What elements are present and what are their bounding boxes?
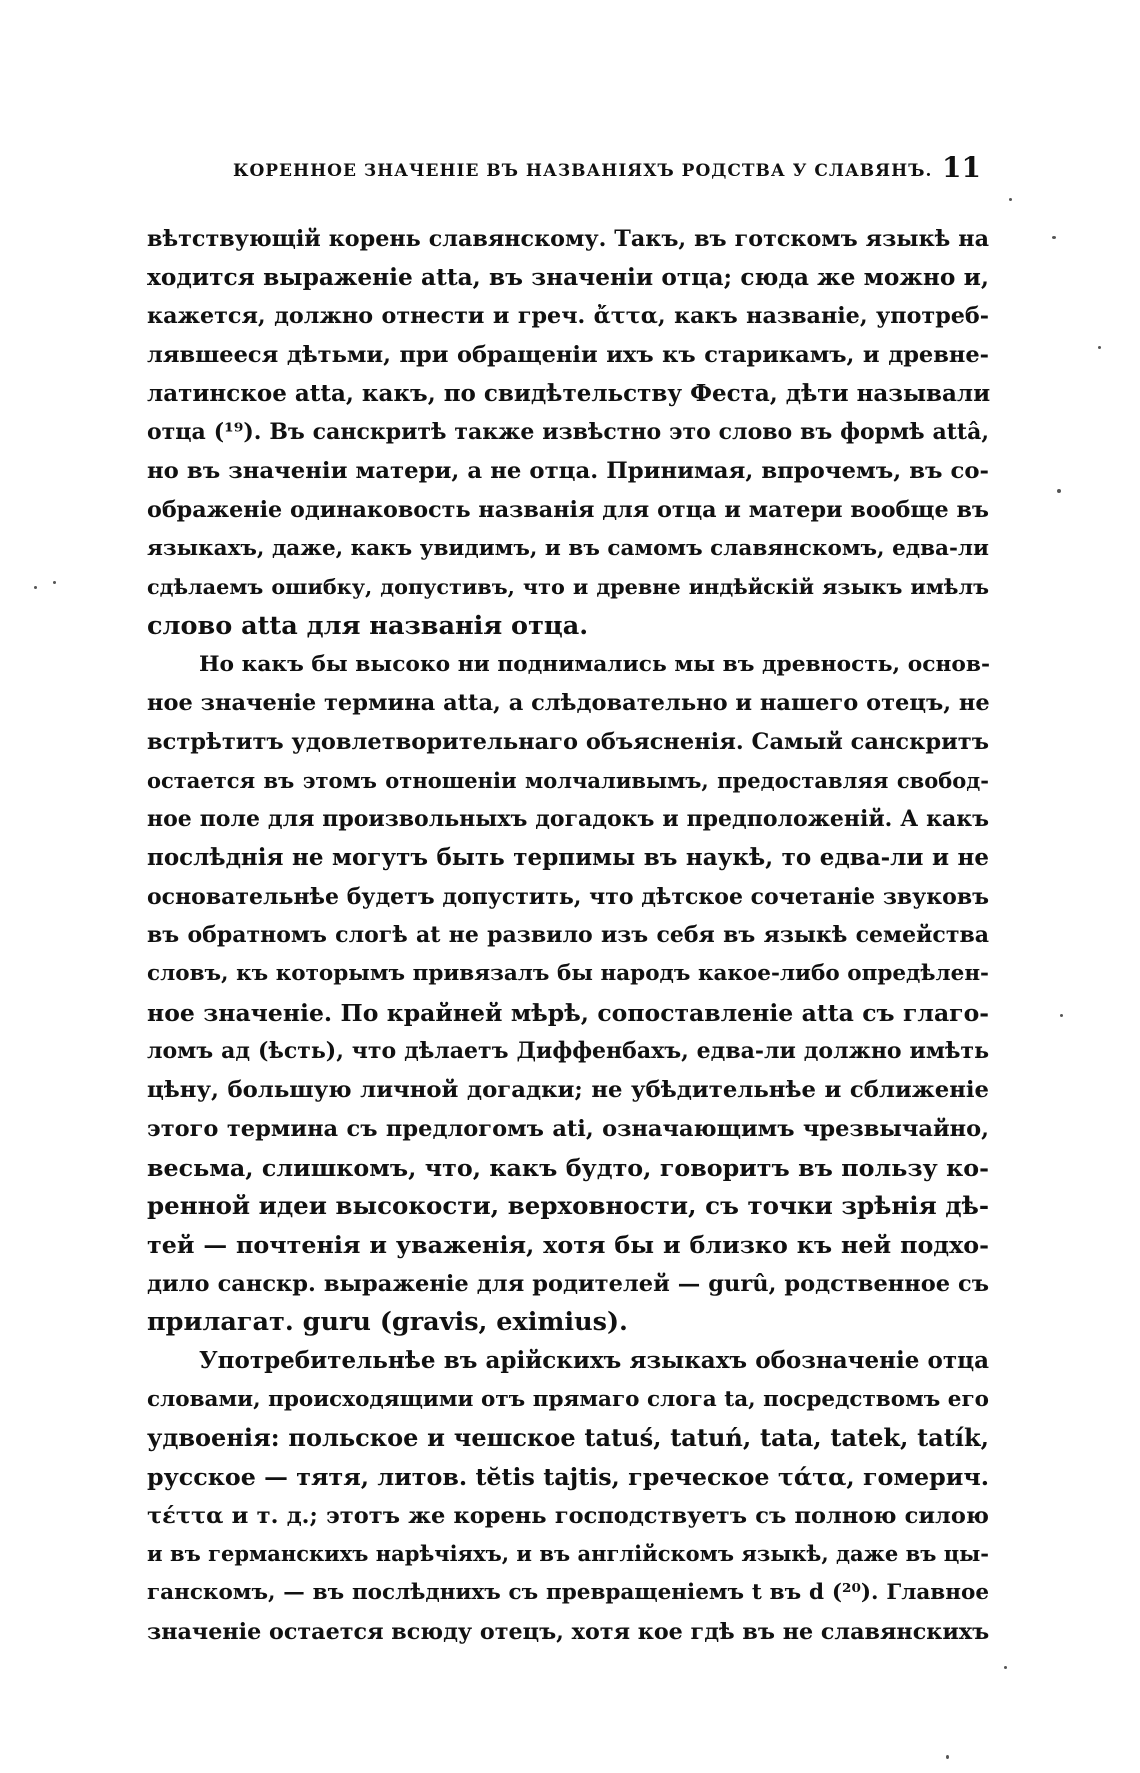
text-line: латинское atta, какъ, по свидѣтельству Феста, дѣти называли (147, 379, 991, 407)
text-line: значеніе остается всюду отецъ, хотя кое гдѣ въ не славянскихъ (147, 1618, 990, 1645)
running-head (145, 145, 987, 195)
text-line: ходится выраженіе atta, въ значеніи отца; сюда же можно и, (147, 263, 989, 291)
text-line: въ обратномъ слогѣ at не развило изъ себя въ языкѣ семейства (147, 922, 989, 949)
text-line: русское — тятя, литов. tĕtis tajtis, греческое τάτα, гомерич. (147, 1463, 989, 1491)
text-line: тей — почтенія и уваженія, хотя бы и близко къ ней подхо- (147, 1230, 989, 1259)
scan-speck (1060, 1014, 1063, 1017)
page-number: 11 (942, 151, 981, 184)
text-line: и въ германскихъ нарѣчіяхъ, и въ англійскомъ языкѣ, даже въ цы- (147, 1541, 989, 1567)
text-line: Употребительнѣе въ арійскихъ языкахъ обозначеніе отца (199, 1346, 989, 1374)
text-line: весьма, слишкомъ, что, какъ будто, говоритъ въ пользу ко- (147, 1153, 989, 1182)
scan-speck (946, 1755, 949, 1759)
scan-speck (1057, 489, 1061, 493)
text-line: вѣтствующій корень славянскому. Такъ, въ готскомъ языкѣ на (147, 226, 989, 252)
text-line: ное поле для произвольныхъ догадокъ и предположеній. А какъ (147, 806, 989, 833)
scan-speck (34, 586, 37, 589)
scan-speck (1098, 346, 1101, 349)
text-line: но въ значеніи матери, а не отца. Принимая, впрочемъ, въ со- (147, 458, 989, 485)
paragraph-3 (147, 1342, 989, 1652)
text-line: слово atta для названія отца. (147, 610, 589, 641)
text-line: отца (¹⁹). Въ санскритѣ также извѣстно это слово въ формѣ attâ, (147, 419, 989, 446)
running-title: КОРЕННОЕ ЗНАЧЕНІЕ ВЪ НАЗВАНІЯХЪ РОДСТВА У СЛАВЯНЪ. (233, 161, 933, 181)
scan-speck (1004, 1666, 1007, 1669)
paragraph-2 (147, 646, 989, 1342)
text-line: послѣднія не могутъ быть терпимы въ наукѣ, то едва-ли и не (147, 844, 989, 871)
text-line: остается въ этомъ отношеніи молчаливымъ, предоставляя свобод- (147, 767, 989, 793)
text-line: цѣну, большую личной догадки; не убѣдительнѣе и сближеніе (147, 1077, 989, 1104)
scan-speck (1052, 236, 1056, 239)
text-line: основательнѣе будетъ допустить, что дѣтское сочетаніе звуковъ (147, 883, 989, 910)
text-line: словъ, къ которымъ привязалъ бы народъ какое-либо опредѣлен- (147, 961, 989, 987)
paragraph-1 (147, 220, 989, 646)
text-line: Но какъ бы высоко ни поднимались мы въ древность, основ- (199, 651, 991, 677)
text-line: сдѣлаемъ ошибку, допустивъ, что и древне индѣйскій языкъ имѣлъ (147, 575, 989, 600)
text-line: лявшееся дѣтьми, при обращеніи ихъ къ старикамъ, и древне- (147, 342, 989, 369)
text-line: τέττα и т. д.; этотъ же корень господствуетъ съ полною силою (147, 1502, 989, 1529)
text-line: ганскомъ, — въ послѣднихъ съ превращеніемъ t въ d (²⁰). Главное (147, 1580, 989, 1606)
body-text (147, 220, 989, 1651)
text-line: дило санскр. выраженіе для родителей — gurû, родственное съ (147, 1270, 989, 1297)
text-line: встрѣтитъ удовлетворительнаго объясненія. Самый санскритъ (147, 728, 989, 755)
text-line: ренной идеи высокости, верховности, съ точки зрѣнія дѣ- (147, 1191, 989, 1221)
scan-speck (1009, 198, 1012, 201)
scan-speck (53, 581, 56, 584)
text-line: ображеніе одинаковость названія для отца и матери вообще въ (147, 496, 989, 523)
text-line: этого термина съ предлогомъ ati, означающимъ чрезвычайно, (147, 1115, 989, 1142)
text-line: словами, происходящими отъ прямаго слога ta, посредствомъ его (147, 1386, 989, 1412)
text-line: кажется, должно отнести и греч. ἄττα, какъ названіе, употреб- (147, 303, 989, 330)
text-line: прилагат. guru (gravis, eximius). (147, 1307, 628, 1338)
text-line: удвоенія: польское и чешское tatuś, tatuń, tata, tatek, tatík, (147, 1423, 989, 1453)
text-line: ное значеніе. По крайней мѣрѣ, сопоставленіе atta съ глаго- (147, 998, 989, 1027)
text-line: ное значеніе термина atta, а слѣдовательно и нашего отецъ, не (147, 690, 990, 717)
text-line: языкахъ, даже, какъ увидимъ, и въ самомъ славянскомъ, едва-ли (147, 535, 989, 561)
text-line: ломъ ад (ѣсть), что дѣлаетъ Диффенбахъ, едва-ли должно имѣть (147, 1038, 989, 1065)
